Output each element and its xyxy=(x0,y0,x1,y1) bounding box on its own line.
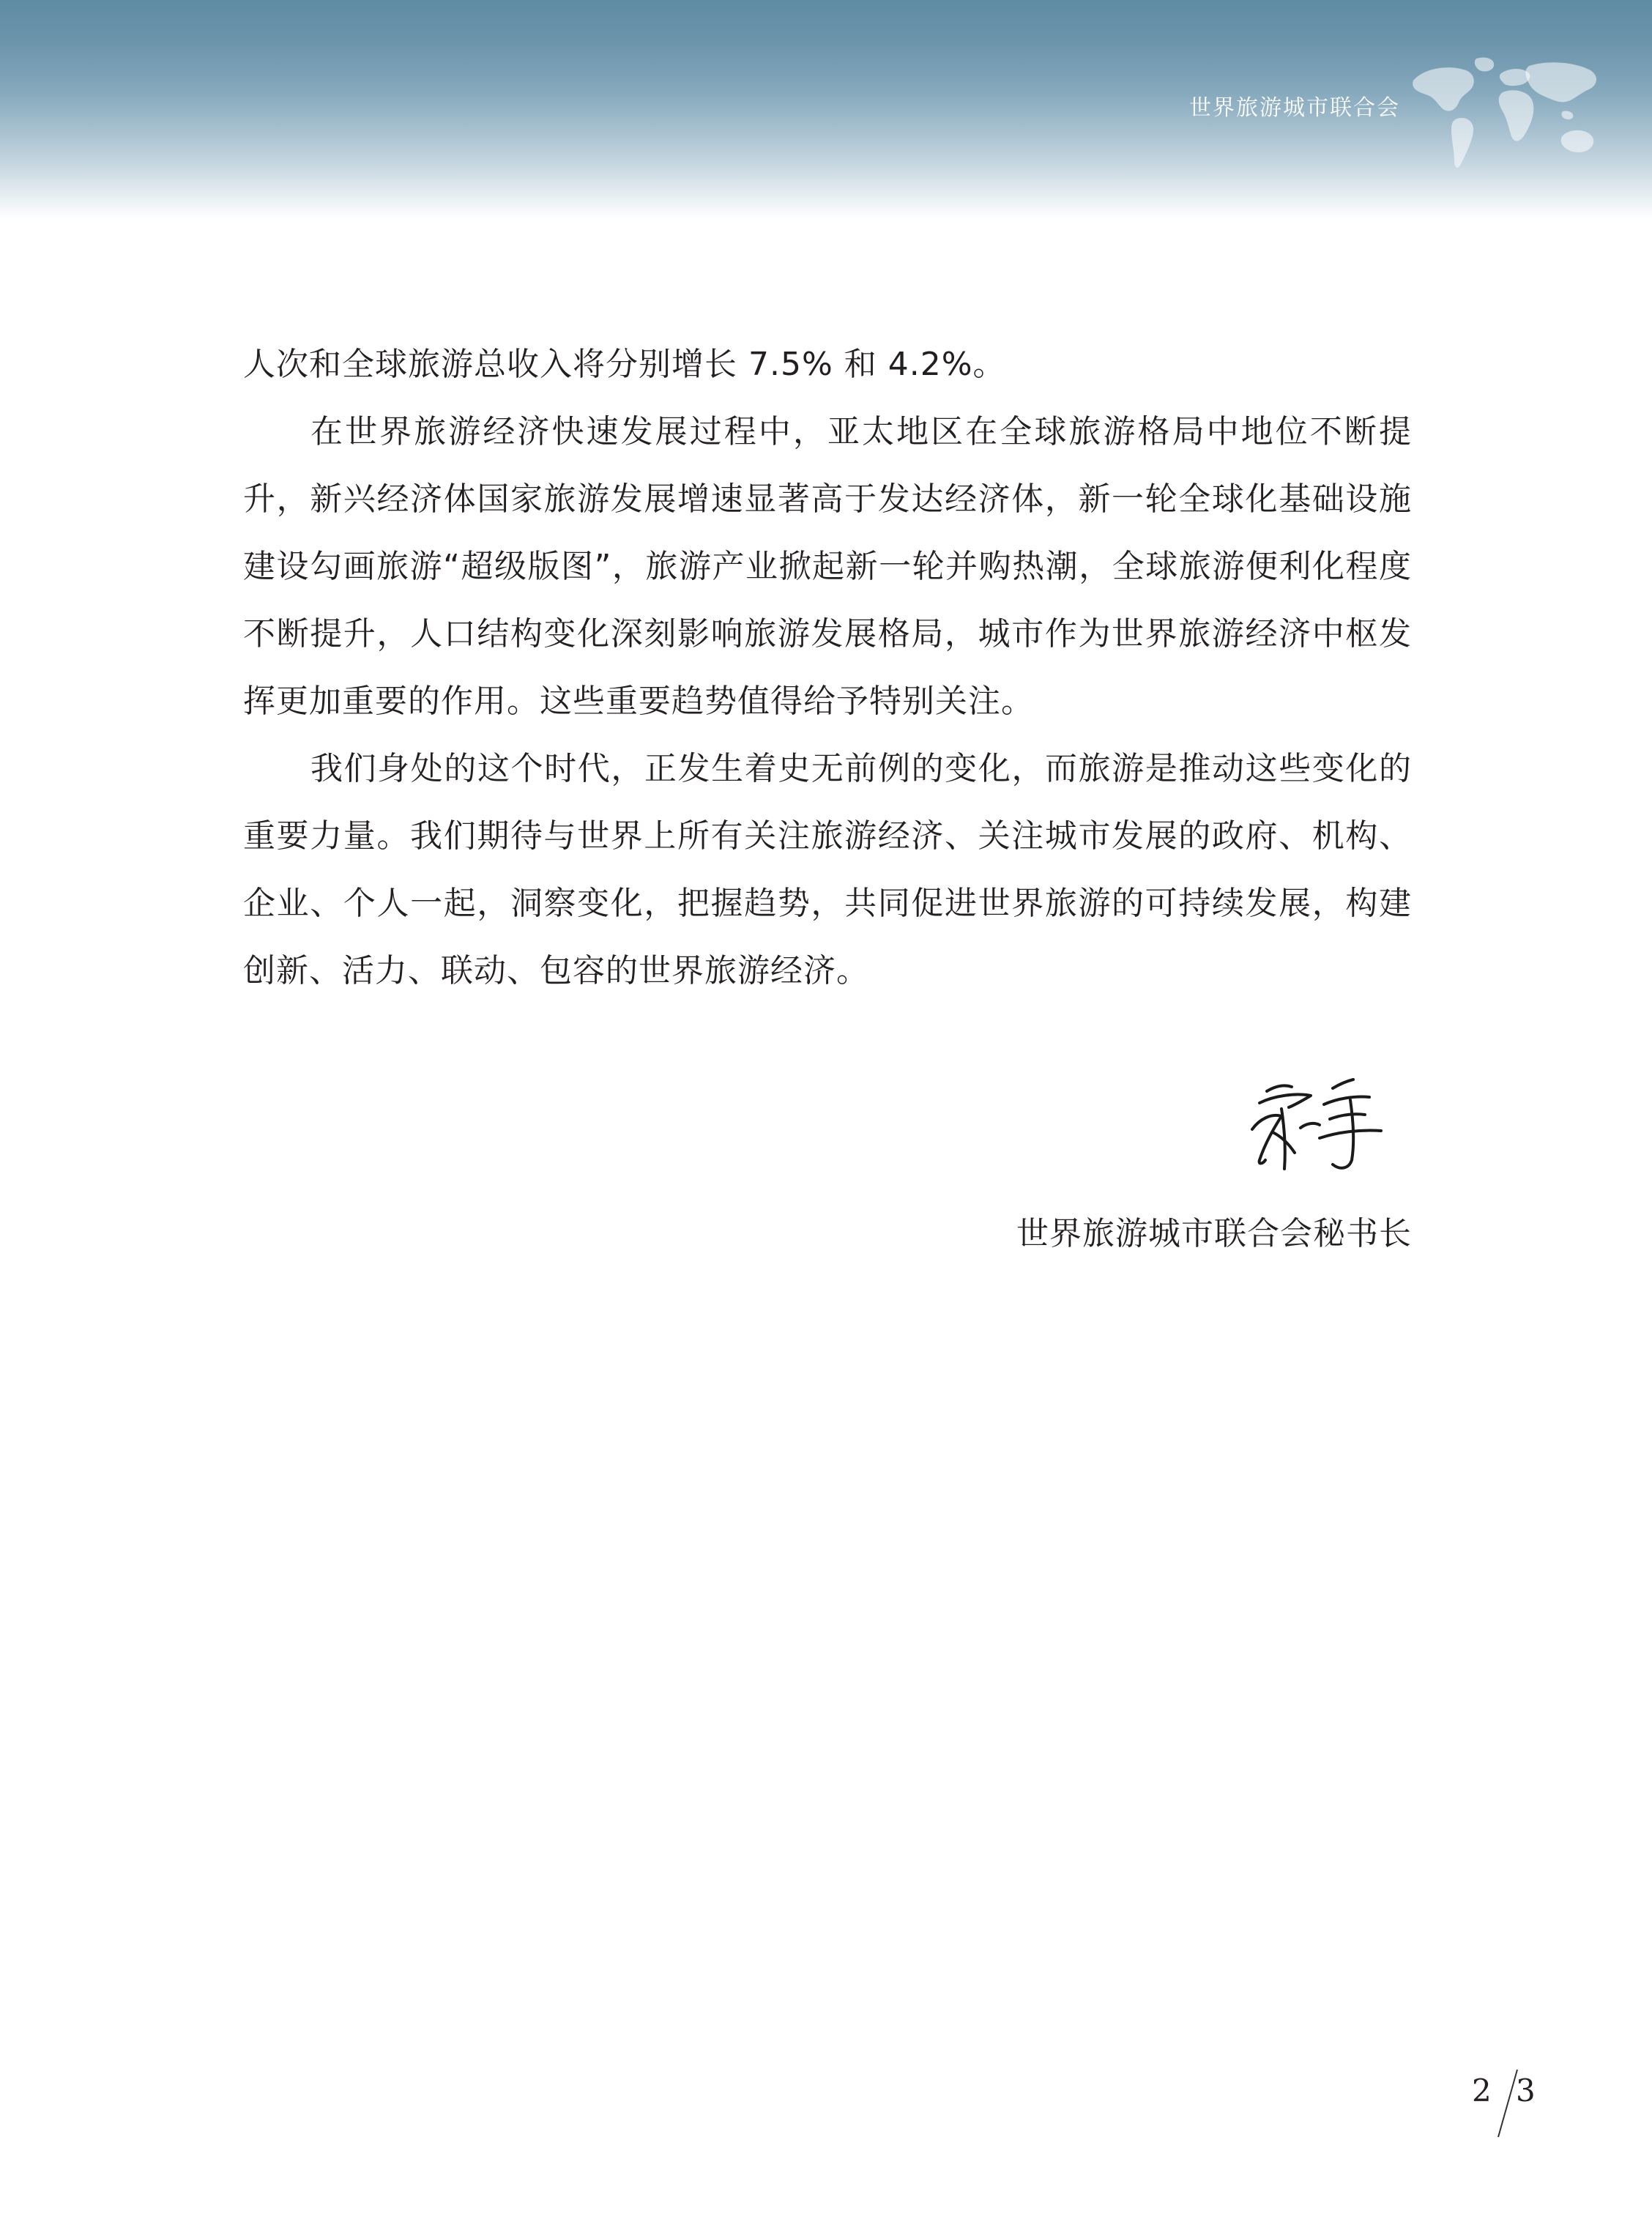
page-number xyxy=(1472,2067,1552,2140)
paragraph: 在世界旅游经济快速发展过程中，亚太地区在全球旅游格局中地位不断提升，新兴经济体国家旅游发展增速显著高于发达经济体，新一轮全球化基础设施建设勾画旅游“超级版图”，旅游产业掀起新一轮并购热潮，全球旅游便利化程度不断提升，人口结构变化深刻影响旅游发展格局，城市作为世界旅游经济中枢发挥更加重要的作用。这些重要趋势值得给予特别关注。 xyxy=(243,413,1412,720)
body-text xyxy=(243,331,1412,1005)
handwritten-signature xyxy=(1230,1062,1406,1186)
paragraph: 我们身处的这个时代，正发生着史无前例的变化，而旅游是推动这些变化的重要力量。我们期待与世界上所有关注旅游经济、关注城市发展的政府、机构、企业、个人一起，洞察变化，把握趋势，共同促进世界旅游的可持续发展，构建创新、活力、联动、包容的世界旅游经济。 xyxy=(243,750,1412,989)
header-org-name: 世界旅游城市联合会 xyxy=(1189,95,1400,121)
current-page: 2 xyxy=(1472,2073,1492,2108)
total-pages: 3 xyxy=(1516,2073,1536,2108)
paragraph: 人次和全球旅游总收入将分别增长 7.5% 和 4.2%。 xyxy=(243,346,1006,383)
signatory-title: 世界旅游城市联合会秘书长 xyxy=(1016,1215,1412,1252)
header-band xyxy=(0,0,1652,220)
world-map-icon xyxy=(1406,51,1604,176)
